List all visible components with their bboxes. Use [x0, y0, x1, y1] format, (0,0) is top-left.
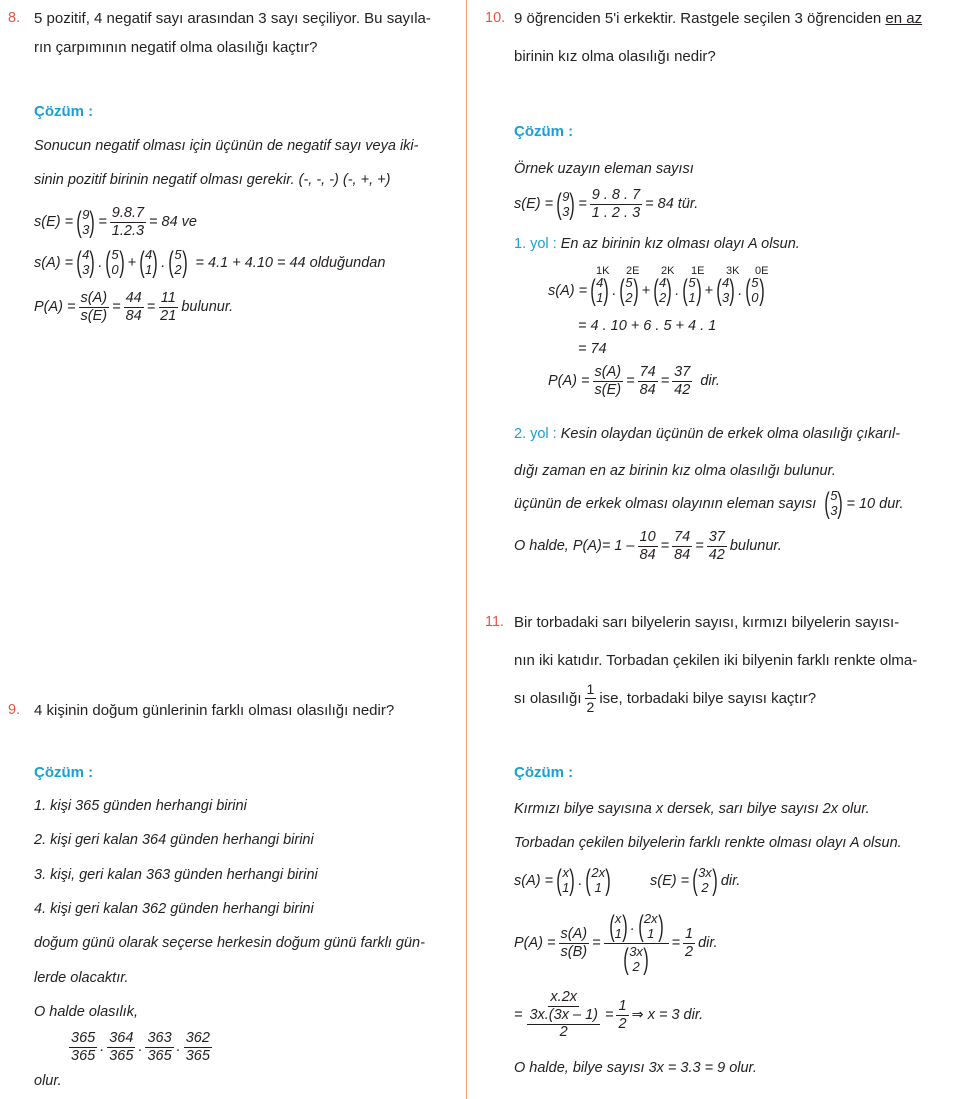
- q11-sA-equation: s(A) = ( x 1 ) . ( 2x 1 ): [514, 866, 614, 896]
- q8-pA-fraction-3: $\frac{11}{21}$: [160, 290, 177, 325]
- q9-probability-product: $\frac{365}{365}$ . $\frac{364}{365}$ . $\frac{363}{365}$ . $\frac{362}{365}$: [71, 1030, 210, 1065]
- q8-sA-binom-1: ( 4 3 ): [76, 246, 96, 279]
- q8-sA-binom-4: ( 5 2 ): [168, 246, 188, 279]
- q10-final-fraction-3: $\frac{37}{42}$: [708, 529, 725, 564]
- q8-pA-fraction-2: $\frac{44}{84}$: [125, 290, 142, 325]
- q8-sA-binom-3: ( 4 1 ): [139, 246, 159, 279]
- q10-sE-lhs: s(E) =: [514, 196, 554, 213]
- q10-sA-binom-5: ( 4 3 ): [716, 274, 735, 307]
- q11-solution-line1: Kırmızı bilye sayısına x dersek, sarı bilye sayısı 2x olur.: [514, 801, 870, 817]
- question-number-8: 8.: [8, 10, 21, 26]
- q11-pA-half: $\frac{1}{2}$: [685, 925, 694, 960]
- q10-final-result: bulunur.: [729, 538, 782, 555]
- q10-sE-fraction: $\frac{9 . 8 . 7}{1 . 2 . 3}$: [591, 187, 641, 222]
- q10-yol1: 1. yol : En az birinin kız olması olayı A olsun.: [514, 236, 800, 252]
- q10-final-lhs: O halde, P(A)= 1 –: [514, 538, 635, 555]
- q10-final-fraction-2: $\frac{74}{84}$: [674, 529, 691, 564]
- q11-text-line3: sı olasılığı $\frac{1}{2}$ ise, torbadaki bilye sayısı kaçtır?: [514, 681, 817, 715]
- q11-x-fraction: x.2x 3x.(3x – 1) 2: [529, 989, 598, 1041]
- q9-fraction-3: $\frac{363}{365}$: [147, 1030, 172, 1065]
- q10-final-fraction-1: $\frac{10}{84}$: [639, 529, 656, 564]
- q11-text-fraction: $\frac{1}{2}$: [586, 681, 595, 715]
- q9-step-6: lerde olacaktır.: [34, 970, 129, 986]
- question-number-11: 11.: [485, 614, 505, 630]
- q10-yol2-line1: 2. yol : Kesin olaydan üçünün de erkek olma olasılığı çıkarıl-: [514, 426, 901, 442]
- q10-sA-binom-3: ( 4 2 ): [653, 274, 673, 307]
- q10-label-2K: 2K: [661, 265, 675, 277]
- q8-sE-fraction: $\frac{9.8.7}{1.2.3}$: [111, 205, 145, 240]
- q11-pA-num-binom-1: ( x 1 ): [608, 910, 628, 943]
- q8-solution-line1: Sonucun negatif olması için üçünün de negatif sayı veya iki-: [34, 138, 419, 154]
- q8-pA-lhs: P(A) =: [34, 299, 76, 316]
- q10-sA-eq3: = 74: [578, 341, 607, 357]
- q11-pA-equation: P(A) = $\frac{s(A)}{s(B)}$ = ( x 1 ) . ( 2x 1 ) ( 3x 2 ) = $\frac{1}{2}$ dir.: [514, 910, 718, 976]
- q10-label-2E: 2E: [626, 265, 640, 277]
- q11-sE-lhs: s(E) =: [650, 872, 690, 889]
- q10-sE-equation: s(E) = ( 9 3 ) = $\frac{9 . 8 . 7}{1 . 2 . 3}$ = 84 tür.: [514, 187, 699, 222]
- q10-yol2-binom: ( 5 3 ): [824, 487, 844, 520]
- q9-step-1: 1. kişi 365 günden herhangi birini: [34, 798, 247, 814]
- q8-pA-fraction-1: $\frac{s(A)}{s(E)}$: [80, 290, 108, 325]
- q10-label-1E: 1E: [691, 265, 705, 277]
- q10-sE-result: = 84 tür.: [645, 196, 699, 213]
- q10-sA-binom-1: ( 4 1 ): [590, 274, 610, 307]
- q11-final: O halde, bilye sayısı 3x = 3.3 = 9 olur.: [514, 1060, 757, 1076]
- q10-label-3K: 3K: [726, 265, 740, 277]
- q8-text-line2: rın çarpımının negatif olma olasılığı kaçtır?: [34, 39, 318, 56]
- q8-sE-lhs: s(E) =: [34, 214, 74, 231]
- q9-fraction-2: $\frac{364}{365}$: [109, 1030, 134, 1065]
- q8-sE-binom: ( 9 3 ): [76, 205, 96, 239]
- q10-yol2-line3: [514, 489, 904, 519]
- question-number-9: 9.: [8, 702, 21, 718]
- q11-x-half: $\frac{1}{2}$: [618, 997, 627, 1032]
- column-divider: [466, 0, 467, 1099]
- q10-pA-result: dir.: [700, 373, 720, 390]
- q10-sA-eq2: = 4 . 10 + 6 . 5 + 4 . 1: [578, 318, 717, 334]
- q10-label-1K: 1K: [596, 265, 610, 277]
- q11-sA-lhs: s(A) =: [514, 872, 554, 889]
- q10-sA-equation: s(A) = ( 4 1 ) . ( 5 2 ) + ( 4 2 ) . ( 5 1 ) + ( 4 3 ) . ( 5 0 ): [548, 276, 768, 306]
- q11-pA-big-fraction: ( x 1 ) . ( 2x 1 ) ( 3x 2 ): [604, 912, 669, 975]
- q8-sE-result: = 84 ve: [149, 214, 197, 231]
- q10-sE-binom: ( 9 3 ): [556, 187, 576, 221]
- q9-step-4: 4. kişi geri kalan 362 günden herhangi birini: [34, 901, 314, 917]
- q10-yol2-text3: üçünün de erkek olması olayının eleman sayısı: [514, 495, 817, 512]
- q9-fraction-1: $\frac{365}{365}$: [71, 1030, 96, 1065]
- q11-solution-line2: Torbadan çekilen bilyelerin farklı renkte olması olayı A olsun.: [514, 835, 902, 851]
- q11-sE-result: dir.: [720, 872, 741, 889]
- q9-fraction-4: $\frac{362}{365}$: [185, 1030, 210, 1065]
- q9-end: olur.: [34, 1073, 62, 1089]
- q11-solution-label: Çözüm :: [514, 764, 574, 781]
- q11-sE-binom: ( 3x 2 ): [692, 864, 718, 897]
- q8-solution-label: Çözüm :: [34, 103, 94, 120]
- q11-pA-result: dir.: [698, 935, 718, 952]
- q8-solution-line2: sinin pozitif birinin negatif olması gerekir. (-, -, -) (-, +, +): [34, 172, 391, 188]
- q10-text-line1: 9 öğrenciden 5'i erkektir. Rastgele seçilen 3 öğrenciden en az: [514, 10, 923, 27]
- q9-text-line1: 4 kişinin doğum günlerinin farklı olması olasılığı nedir?: [34, 702, 395, 719]
- q8-sA-equation: s(A) = ( 4 3 ) . ( 5 0 ) + ( 4 1 ) . ( 5 2 ) = 4.1 + 4.10 = 44 olduğundan: [34, 246, 386, 279]
- q10-text-line2: birinin kız olma olasılığı nedir?: [514, 48, 716, 65]
- q9-step-5: doğum günü olarak seçerse herkesin doğum günü farklı gün-: [34, 935, 425, 951]
- q10-solution-line1: Örnek uzayın eleman sayısı: [514, 161, 694, 177]
- q10-sA-binom-2: ( 5 2 ): [619, 274, 639, 307]
- q10-sA-binom-4: ( 5 1 ): [682, 274, 702, 307]
- q10-solution-label: Çözüm :: [514, 123, 574, 140]
- q9-solution-label: Çözüm :: [34, 764, 94, 781]
- q11-x-equation: = x.2x 3x.(3x – 1) 2 = $\frac{1}{2}$ ⇒ x = 3 dir.: [514, 989, 704, 1041]
- q10-final-equation: O halde, P(A)= 1 – $\frac{10}{84}$ = $\frac{74}{84}$ = $\frac{37}{42}$ bulunur.: [514, 529, 782, 564]
- q9-step-3: 3. kişi, geri kalan 363 günden herhangi birini: [34, 867, 318, 883]
- q10-label-0E: 0E: [755, 265, 769, 277]
- q10-yol2-line2: dığı zaman en az birinin kız olma olasılığı bulunur.: [514, 463, 836, 479]
- q10-pA-fraction-2: $\frac{74}{84}$: [639, 364, 656, 399]
- q11-sA-binom-2: ( 2x 1 ): [585, 864, 611, 897]
- q8-sA-binom-2: ( 5 0 ): [105, 246, 125, 279]
- q8-sA-lhs: s(A) =: [34, 254, 74, 271]
- q10-pA-fraction-3: $\frac{37}{42}$: [674, 364, 691, 399]
- q10-pA-equation: P(A) = $\frac{s(A)}{s(E)}$ = $\frac{74}{84}$ = $\frac{37}{42}$ dir.: [548, 364, 720, 399]
- q11-pA-num-binom-2: ( 2x 1 ): [638, 910, 664, 943]
- q11-sE-equation: [650, 866, 740, 896]
- q10-pA-lhs: P(A) =: [548, 373, 590, 390]
- q11-pA-lhs: P(A) =: [514, 935, 556, 952]
- q8-sE-equation: s(E) = ( 9 3 ) = $\frac{9.8.7}{1.2.3}$ = 84 ve: [34, 205, 197, 240]
- q9-step-7: O halde olasılık,: [34, 1004, 138, 1020]
- q10-pA-fraction-1: $\frac{s(A)}{s(E)}$: [594, 364, 622, 399]
- q8-sA-result: = 4.1 + 4.10 = 44 olduğundan: [195, 254, 386, 271]
- q8-pA-result: bulunur.: [181, 299, 234, 316]
- q8-pA-equation: P(A) = $\frac{s(A)}{s(E)}$ = $\frac{44}{84}$ = $\frac{11}{21}$ bulunur.: [34, 290, 234, 325]
- q11-pA-den-binom: ( 3x 2 ): [623, 943, 649, 976]
- q10-sA-binom-6: ( 5 0 ): [745, 274, 765, 307]
- q11-text-line1: Bir torbadaki sarı bilyelerin sayısı, kırmızı bilyelerin sayısı-: [514, 614, 900, 631]
- question-number-10: 10.: [485, 10, 506, 26]
- q10-yol2-result: = 10 dur.: [846, 495, 904, 512]
- q10-sA-lhs: s(A) =: [548, 282, 588, 299]
- q8-text-line1: 5 pozitif, 4 negatif sayı arasından 3 sayı seçiliyor. Bu sayıla-: [34, 10, 431, 27]
- q11-text-line2: nın iki katıdır. Torbadan çekilen iki bilyenin farklı renkte olma-: [514, 652, 918, 669]
- q11-sA-binom-1: ( x 1 ): [556, 864, 576, 897]
- q11-x-result: ⇒ x = 3 dir.: [631, 1007, 704, 1024]
- q11-pA-fraction-1: $\frac{s(A)}{s(B)}$: [560, 925, 588, 960]
- q9-step-2: 2. kişi geri kalan 364 günden herhangi birini: [34, 832, 314, 848]
